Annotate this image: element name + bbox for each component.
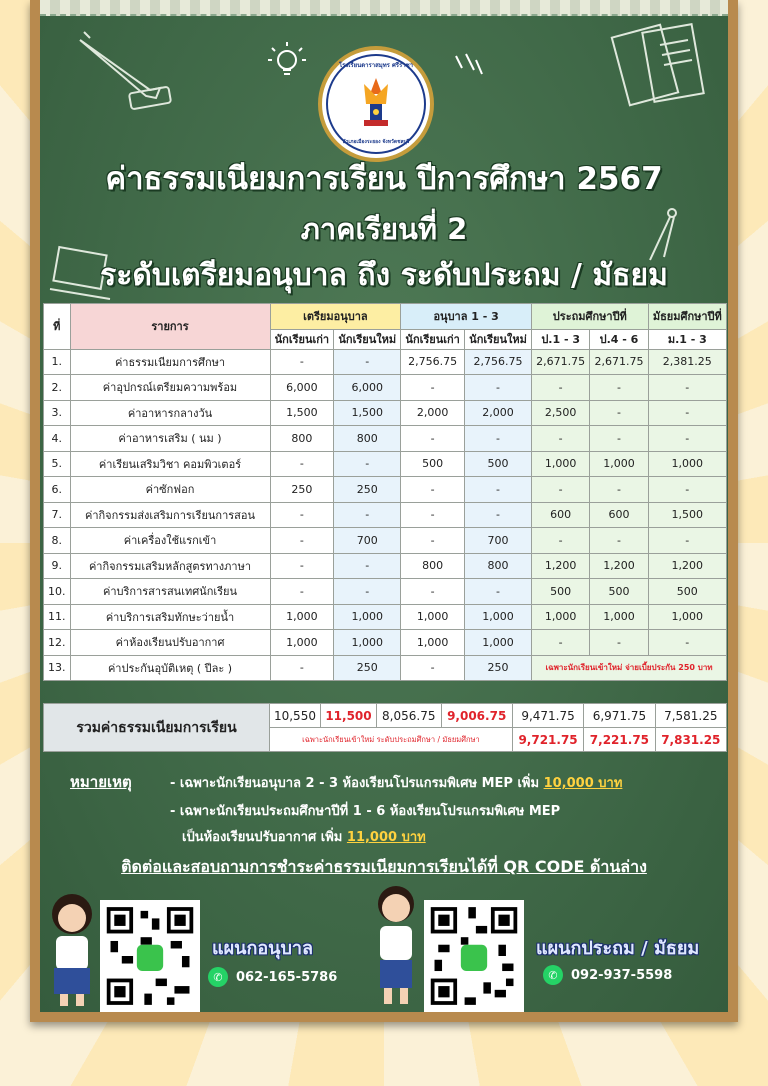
header-primary: ประถมศึกษาปีที่ bbox=[532, 304, 649, 330]
fee-cell: - bbox=[532, 375, 590, 401]
row-number: 1. bbox=[44, 349, 71, 375]
row-item: ค่ากิจกรรมส่งเสริมการเรียนการสอน bbox=[70, 502, 270, 528]
row-number: 4. bbox=[44, 426, 71, 452]
fee-cell: 1,000 bbox=[532, 604, 590, 630]
fee-cell: - bbox=[648, 375, 726, 401]
phone-number: 092-937-5598 bbox=[571, 967, 673, 983]
remark-amount: 10,000 บาท bbox=[543, 776, 623, 791]
fee-cell: - bbox=[465, 375, 532, 401]
table-row bbox=[44, 502, 727, 528]
fee-cell: 2,381.25 bbox=[648, 349, 726, 375]
row-number: 13. bbox=[44, 655, 71, 681]
row-number: 6. bbox=[44, 477, 71, 503]
subheader: ป.1 - 3 bbox=[532, 329, 590, 349]
fee-cell: - bbox=[590, 426, 648, 452]
table-row bbox=[44, 400, 727, 426]
row-number: 2. bbox=[44, 375, 71, 401]
fee-cell: 500 bbox=[401, 451, 465, 477]
fee-cell: 2,756.75 bbox=[465, 349, 532, 375]
fee-cell: 1,000 bbox=[270, 630, 334, 656]
fee-cell: - bbox=[401, 528, 465, 554]
contact-heading: ติดต่อและสอบถามการชำระค่าธรรมเนียมการเรียนได้ที่ QR CODE ด้านล่าง bbox=[121, 857, 647, 876]
fee-cell: - bbox=[334, 553, 401, 579]
table-row bbox=[44, 349, 727, 375]
row-number: 8. bbox=[44, 528, 71, 554]
fee-cell: - bbox=[532, 426, 590, 452]
subheader: ม.1 - 3 bbox=[648, 329, 726, 349]
boy-student-illustration bbox=[366, 880, 428, 1010]
fee-cell: - bbox=[334, 579, 401, 605]
remark-amount: 11,000 บาท bbox=[346, 830, 426, 845]
fee-cell: 250 bbox=[465, 655, 532, 681]
total-cell: 11,500 bbox=[320, 704, 376, 728]
row-number: 12. bbox=[44, 630, 71, 656]
whatsapp-icon: ✆ bbox=[543, 965, 563, 985]
total-cell: 7,581.25 bbox=[655, 704, 726, 728]
row-item: ค่าเรียนเสริมวิชา คอมพิวเตอร์ bbox=[70, 451, 270, 477]
table-group-header bbox=[44, 304, 727, 330]
row-item: ค่าประกันอุบัติเหตุ ( ปีละ ) bbox=[70, 655, 270, 681]
fee-cell: 1,500 bbox=[270, 400, 334, 426]
fee-cell: - bbox=[465, 502, 532, 528]
dept-kindergarten-label: แผนกอนุบาล bbox=[212, 938, 314, 959]
fee-cell: 2,500 bbox=[532, 400, 590, 426]
table-row bbox=[44, 528, 727, 554]
table-row bbox=[44, 655, 727, 681]
fee-cell: - bbox=[590, 375, 648, 401]
fee-cell: 500 bbox=[648, 579, 726, 605]
fee-cell: 1,000 bbox=[465, 630, 532, 656]
fee-cell: - bbox=[270, 502, 334, 528]
subheader: นักเรียนเก่า bbox=[270, 329, 334, 349]
fee-cell: 700 bbox=[465, 528, 532, 554]
header-item: รายการ bbox=[70, 304, 270, 350]
fee-cell: - bbox=[590, 400, 648, 426]
logo-text-bottom: อำเภอเมืองระยอง จังหวัดชลบุรี bbox=[342, 139, 410, 145]
fee-cell: - bbox=[270, 349, 334, 375]
fee-cell: 2,671.75 bbox=[532, 349, 590, 375]
notebook-icon bbox=[600, 20, 710, 110]
fee-cell: - bbox=[648, 630, 726, 656]
row-item: ค่าอาหารกลางวัน bbox=[70, 400, 270, 426]
row-item: ค่าอาหารเสริม ( นม ) bbox=[70, 426, 270, 452]
fee-cell: - bbox=[590, 477, 648, 503]
row-number: 9. bbox=[44, 553, 71, 579]
fee-cell: 500 bbox=[465, 451, 532, 477]
row-number: 5. bbox=[44, 451, 71, 477]
total-cell: 10,550 bbox=[270, 704, 321, 728]
fee-cell: - bbox=[401, 579, 465, 605]
fee-cell: 1,000 bbox=[270, 604, 334, 630]
row-number: 7. bbox=[44, 502, 71, 528]
fee-cell: - bbox=[465, 426, 532, 452]
qr-code-kindergarten[interactable] bbox=[100, 900, 200, 1012]
remark-line-3 bbox=[182, 826, 426, 847]
logo-text-top: โรงเรียนดาราสมุทร ศรีราชา bbox=[338, 62, 414, 69]
fee-cell: 1,000 bbox=[334, 630, 401, 656]
fee-cell: 6,000 bbox=[270, 375, 334, 401]
total-cell: 9,006.75 bbox=[441, 704, 512, 728]
header-kindergarten: อนุบาล 1 - 3 bbox=[401, 304, 532, 330]
total-label: รวมค่าธรรมเนียมการเรียน bbox=[44, 704, 270, 752]
table-row bbox=[44, 477, 727, 503]
school-logo bbox=[318, 46, 434, 162]
fee-cell: 1,000 bbox=[401, 604, 465, 630]
fee-cell: 1,000 bbox=[334, 604, 401, 630]
fee-cell: - bbox=[465, 477, 532, 503]
fee-cell: - bbox=[648, 400, 726, 426]
fee-cell: 1,000 bbox=[590, 451, 648, 477]
page-subtitle-levels: ระดับเตรียมอนุบาล ถึง ระดับประถม / มัธยม bbox=[100, 258, 668, 293]
fee-cell: 1,200 bbox=[590, 553, 648, 579]
fee-cell: 1,000 bbox=[648, 451, 726, 477]
header-secondary: มัธยมศึกษาปีที่ bbox=[648, 304, 726, 330]
fee-cell: - bbox=[465, 579, 532, 605]
row-item: ค่ากิจกรรมเสริมหลักสูตรทางภาษา bbox=[70, 553, 270, 579]
scallop-border bbox=[40, 0, 728, 16]
fee-cell: 2,000 bbox=[401, 400, 465, 426]
fee-cell: - bbox=[401, 655, 465, 681]
remark-line-2: - เฉพาะนักเรียนประถมศึกษาปีที่ 1 - 6 ห้องเรียนโปรแกรมพิเศษ MEP bbox=[170, 804, 561, 819]
fee-cell: - bbox=[532, 630, 590, 656]
subheader: นักเรียนใหม่ bbox=[334, 329, 401, 349]
fee-cell: - bbox=[532, 528, 590, 554]
subheader: นักเรียนเก่า bbox=[401, 329, 465, 349]
remark-text: เป็นห้องเรียนปรับอากาศ เพิ่ม bbox=[182, 830, 343, 845]
subheader: ป.4 - 6 bbox=[590, 329, 648, 349]
chalk-marks-icon bbox=[448, 50, 488, 90]
table-row bbox=[44, 375, 727, 401]
fee-cell: 6,000 bbox=[334, 375, 401, 401]
fee-cell: 1,500 bbox=[334, 400, 401, 426]
fee-cell: - bbox=[401, 426, 465, 452]
remark-text: - เฉพาะนักเรียนอนุบาล 2 - 3 ห้องเรียนโปรแกรมพิเศษ MEP เพิ่ม bbox=[170, 776, 540, 791]
fee-cell: 1,500 bbox=[648, 502, 726, 528]
fee-cell: - bbox=[270, 655, 334, 681]
table-row bbox=[44, 630, 727, 656]
row-item: ค่าบริการเสริมทักษะว่ายน้ำ bbox=[70, 604, 270, 630]
fee-cell: 2,671.75 bbox=[590, 349, 648, 375]
fee-cell: 500 bbox=[532, 579, 590, 605]
fee-cell: - bbox=[532, 477, 590, 503]
table-row bbox=[44, 604, 727, 630]
whatsapp-icon: ✆ bbox=[208, 967, 228, 987]
qr-code-icon bbox=[427, 903, 521, 1009]
row-note: เฉพาะนักเรียนเข้าใหม่ จ่ายเบี้ยประกัน 250 บาท bbox=[532, 655, 727, 681]
total-cell: 6,971.75 bbox=[584, 704, 655, 728]
row-item: ค่าเครื่องใช้แรกเข้า bbox=[70, 528, 270, 554]
row-number: 11. bbox=[44, 604, 71, 630]
pencil-icon bbox=[70, 20, 180, 115]
remarks-heading: หมายเหตุ bbox=[70, 773, 132, 791]
fee-cell: - bbox=[270, 528, 334, 554]
fee-cell: - bbox=[648, 528, 726, 554]
fee-cell: - bbox=[401, 502, 465, 528]
qr-code-primary[interactable] bbox=[424, 900, 524, 1012]
total-cell: 7,221.75 bbox=[584, 728, 655, 752]
fee-cell: - bbox=[590, 528, 648, 554]
row-item: ค่าซักฟอก bbox=[70, 477, 270, 503]
total-cell: 7,831.25 bbox=[655, 728, 726, 752]
fee-cell: - bbox=[334, 349, 401, 375]
table-row bbox=[44, 553, 727, 579]
lightbulb-icon bbox=[262, 36, 312, 86]
page-title: ค่าธรรมเนียมการเรียน ปีการศึกษา 2567 bbox=[105, 161, 663, 197]
total-cell: 9,471.75 bbox=[512, 704, 583, 728]
fee-cell: 800 bbox=[270, 426, 334, 452]
emblem-icon bbox=[346, 74, 406, 134]
fee-cell: - bbox=[401, 375, 465, 401]
fee-cell: 1,000 bbox=[532, 451, 590, 477]
table-row bbox=[44, 426, 727, 452]
header-prekindergarten: เตรียมอนุบาล bbox=[270, 304, 401, 330]
fee-cell: - bbox=[334, 502, 401, 528]
fee-cell: - bbox=[334, 451, 401, 477]
total-note: เฉพาะนักเรียนเข้าใหม่ ระดับประถมศึกษา / มัธยมศึกษา bbox=[270, 728, 513, 752]
row-item: ค่าธรรมเนียมการศึกษา bbox=[70, 349, 270, 375]
row-number: 3. bbox=[44, 400, 71, 426]
subheader: นักเรียนใหม่ bbox=[465, 329, 532, 349]
fee-cell: - bbox=[270, 579, 334, 605]
fee-cell: 1,200 bbox=[648, 553, 726, 579]
phone-number: 062-165-5786 bbox=[236, 969, 338, 985]
total-cell: 9,721.75 bbox=[512, 728, 583, 752]
fee-cell: 2,756.75 bbox=[401, 349, 465, 375]
row-item: ค่าอุปกรณ์เตรียมความพร้อม bbox=[70, 375, 270, 401]
row-number: 10. bbox=[44, 579, 71, 605]
fee-cell: - bbox=[270, 553, 334, 579]
fee-cell: 1,000 bbox=[401, 630, 465, 656]
fee-cell: 600 bbox=[532, 502, 590, 528]
row-item: ค่าห้องเรียนปรับอากาศ bbox=[70, 630, 270, 656]
total-table bbox=[43, 703, 727, 752]
table-row bbox=[44, 451, 727, 477]
fee-cell: 700 bbox=[334, 528, 401, 554]
fee-cell: 1,000 bbox=[590, 604, 648, 630]
fee-cell: 1,200 bbox=[532, 553, 590, 579]
logo-emblem bbox=[326, 54, 426, 154]
fee-cell: - bbox=[270, 451, 334, 477]
phone-primary[interactable] bbox=[543, 965, 672, 985]
fee-cell: 1,000 bbox=[465, 604, 532, 630]
fee-cell: 600 bbox=[590, 502, 648, 528]
fee-cell: 2,000 bbox=[465, 400, 532, 426]
girl-student-illustration bbox=[42, 888, 104, 1008]
fee-table bbox=[43, 303, 727, 681]
fee-cell: 250 bbox=[334, 655, 401, 681]
page-subtitle-semester: ภาคเรียนที่ 2 bbox=[300, 212, 468, 246]
fee-cell: 1,000 bbox=[648, 604, 726, 630]
qr-code-icon bbox=[103, 903, 197, 1009]
fee-cell: 250 bbox=[270, 477, 334, 503]
header-no: ที่ bbox=[44, 304, 71, 350]
phone-kindergarten[interactable] bbox=[208, 967, 337, 987]
row-item: ค่าบริการสารสนเทศนักเรียน bbox=[70, 579, 270, 605]
table-row bbox=[44, 579, 727, 605]
fee-cell: 250 bbox=[334, 477, 401, 503]
total-cell: 8,056.75 bbox=[377, 704, 442, 728]
fee-cell: 500 bbox=[590, 579, 648, 605]
fee-cell: - bbox=[401, 477, 465, 503]
fee-cell: 800 bbox=[401, 553, 465, 579]
fee-cell: - bbox=[648, 477, 726, 503]
fee-cell: 800 bbox=[465, 553, 532, 579]
total-row bbox=[44, 704, 727, 728]
fee-cell: - bbox=[648, 426, 726, 452]
fee-cell: 800 bbox=[334, 426, 401, 452]
fee-cell: - bbox=[590, 630, 648, 656]
remark-line-1 bbox=[170, 772, 622, 793]
dept-primary-label: แผนกประถม / มัธยม bbox=[536, 938, 700, 959]
